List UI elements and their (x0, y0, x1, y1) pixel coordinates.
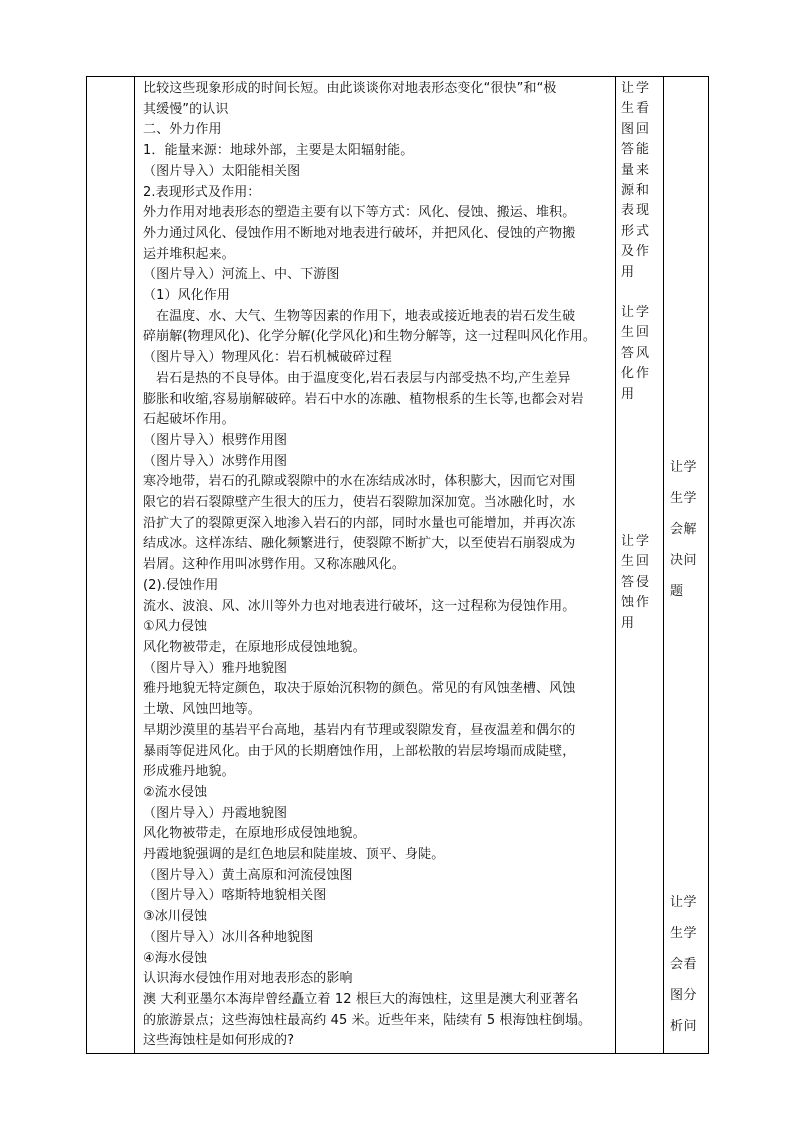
content-line: （图片导入）黄土高原和河流侵蚀图 (143, 867, 353, 883)
student-activity-note: 让学生看图回答能量来源和表现形式及作用 (621, 81, 652, 280)
content-line: （图片导入）喀斯特地貌相关图 (143, 888, 327, 904)
content-line: 膨胀和收缩,容易崩解破碎。岩石中水的冻融、植物根系的生长等,也都会对岩 (143, 391, 584, 407)
content-line: （图片导入）丹霞地貌图 (143, 805, 288, 821)
content-line: 认识海水侵蚀作用对地表形态的影响 (143, 971, 353, 987)
content-line: 外力通过风化、侵蚀作用不断地对地表进行破坏，并把风化、侵蚀的产物搬 (143, 225, 576, 241)
content-line: 2.表现形式及作用： (143, 184, 261, 200)
content-line: 结成冰。这样冻结、融化频繁进行，使裂隙不断扩大，以至使岩石崩裂成为 (143, 536, 576, 552)
table-row (87, 77, 709, 1054)
content-line: 沿扩大了的裂隙更深入地渗入岩石的内部，同时水量也可能增加，并再次冻 (143, 515, 576, 531)
content-line: 外力作用对地表形态的塑造主要有以下等方式：风化、侵蚀、搬运、堆积。 (143, 205, 576, 221)
design-intent-note: 让学生学会看图分析问 (670, 895, 698, 1034)
content-line: 风化物被带走，在原地形成侵蚀地貌。 (143, 826, 366, 842)
content-line: 比较这些现象形成的时间长短。由此谈谈你对地表形态变化“很快”和“极 (143, 81, 557, 96)
content-line: 土墩、风蚀凹地等。 (143, 702, 261, 718)
content-line: （图片导入）根劈作用图 (143, 432, 288, 448)
content-line: ③冰川侵蚀 (143, 909, 208, 925)
content-line: 丹霞地貌强调的是红色地层和陡崖坡、顶平、身陡。 (143, 847, 445, 863)
content-line: ④海水侵蚀 (143, 950, 208, 966)
content-line: 寒冷地带，岩石的孔隙或裂隙中的水在冻结成冰时，体积膨大，因而它对围 (143, 474, 576, 490)
content-line: 在温度、水、大气、生物等因素的作用下，地表或接近地表的岩石发生破 (156, 308, 576, 324)
content-line: 这些海蚀柱是如何形成的? (143, 1033, 295, 1049)
content-line: 风化物被带走，在原地形成侵蚀地貌。 (143, 639, 366, 655)
teaching-content-text (135, 77, 615, 1052)
content-line: 限它的岩石裂隙壁产生很大的压力，使岩石裂隙加深加宽。当冰融化时，水 (143, 495, 576, 511)
content-line: ②流水侵蚀 (143, 784, 208, 800)
content-line: （图片导入）太阳能相关图 (143, 163, 301, 179)
content-line: 运并堆积起来。 (143, 246, 235, 262)
student-activity-note: 让学生回答风化作用 (621, 305, 652, 402)
content-line: 1．能量来源：地球外部，主要是太阳辐射能。 (143, 143, 414, 159)
design-intent-cell (664, 77, 709, 1054)
lesson-plan-table (86, 76, 709, 1054)
content-line: 流水、波浪、风、冰川等外力也对地表进行破坏，这一过程称为侵蚀作用。 (143, 598, 576, 614)
content-line: 形成雅丹地貌。 (143, 764, 235, 780)
blank-left-cell (87, 77, 135, 1054)
content-line: （图片导入）河流上、中、下游图 (143, 267, 340, 283)
content-line: （1）风化作用 (143, 288, 230, 304)
content-line: 澳 大利亚墨尔本海岸曾经矗立着 12 根巨大的海蚀柱，这里是澳大利亚著名 (143, 991, 579, 1007)
content-line: 岩屑。这种作用叫冰劈作用。又称冻融风化。 (143, 557, 406, 573)
content-line: 雅丹地貌无特定颜色，取决于原始沉积物的颜色。常见的有风蚀垄槽、风蚀 (143, 681, 576, 697)
content-line: 的旅游景点；这些海蚀柱最高约 45 米。近些年来，陆续有 5 根海蚀柱倒塌。 (143, 1012, 592, 1028)
content-line: ①风力侵蚀 (143, 619, 208, 635)
content-line: 碎崩解(物理风化)、化学分解(化学风化)和生物分解等，这一过程叫风化作用。 (143, 329, 596, 345)
content-line: 二、外力作用 (143, 122, 222, 138)
design-intent-note: 让学生学会解决问题 (670, 460, 698, 599)
content-line: （图片导入）冰劈作用图 (143, 453, 288, 469)
student-activity-cell (616, 77, 664, 1054)
content-line: （图片导入）雅丹地貌图 (143, 660, 288, 676)
content-line: （图片导入）物理风化：岩石机械破碎过程 (143, 350, 392, 366)
content-line: （图片导入）冰川各种地貌图 (143, 929, 314, 945)
teaching-content-cell (135, 77, 616, 1054)
content-line: 石起破坏作用。 (143, 412, 235, 428)
content-line: 其缓慢”的认识 (143, 101, 229, 117)
content-line: 岩石是热的不良导体。由于温度变化,岩石表层与内部受热不均,产生差异 (156, 370, 571, 386)
content-line: (2).侵蚀作用 (143, 577, 219, 593)
student-activity-note: 让学生回答侵蚀作用 (621, 534, 652, 631)
content-line: 暴雨等促进风化。由于风的长期磨蚀作用，上部松散的岩层垮塌而成陡壁， (143, 743, 576, 759)
content-line: 早期沙漠里的基岩平台高地，基岩内有节理或裂隙发育，昼夜温差和偶尔的 (143, 722, 576, 738)
